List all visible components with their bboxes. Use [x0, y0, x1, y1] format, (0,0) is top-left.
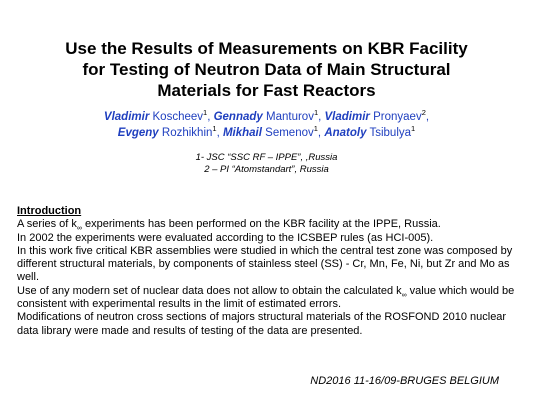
author-line-2: Evgeny Rozhikhin$^1$, Mikhail Semenov$^1$, Anatoly Tsibulya$^1$ — [117, 124, 416, 139]
introduction-section — [17, 205, 522, 338]
conference-footer: ND2016 11-16/09-BRUGES BELGIUM — [310, 375, 499, 387]
affiliation-2: 2 – PI “Atomstandart”, Russia — [204, 164, 329, 175]
author-pronyaev: Vladimir Pronyaev$^2$ — [324, 108, 426, 123]
intro-paragraph-2: In 2002 the experiments were evaluated according to the ICSBEP rules (as HCI-005). — [17, 231, 434, 244]
title-line-1: Use the Results of Measurements on KBR Facility — [65, 39, 468, 58]
author-semenov: Mikhail Semenov$^1$ — [222, 124, 318, 139]
affiliations — [0, 152, 533, 176]
author-manturov: Gennady Manturov$^1$ — [213, 108, 319, 123]
intro-paragraph-5: Modifications of neutron cross sections of majors structural materials of the ROSFOND 2010 nuclear data library were made and results of testing of the data are presented. — [17, 311, 507, 337]
title-line-3: Materials for Fast Reactors — [157, 81, 376, 100]
affiliation-1: 1- JSC “SSC RF – IPPE”, ,Russia — [195, 152, 338, 163]
intro-paragraph-4: Use of any modern set of nuclear data does not allow to obtain the calculated $k_\infty$ value which would be consistent with experimental results in the limit of estimated errors. — [17, 284, 515, 311]
slide-title — [0, 38, 533, 101]
title-line-2: for Testing of Neutron Data of Main Structural — [82, 60, 451, 79]
author-rozhikhin: Evgeny Rozhikhin$^1$ — [117, 124, 217, 139]
introduction-heading: Introduction — [17, 205, 82, 217]
author-line-1: Vladimir Koscheev$^1$, Gennady Manturov$^1$, Vladimir Pronyaev$^2$, — [103, 108, 430, 123]
intro-paragraph-1: A series of $k_\infty$ experiments has been performed on the KBR facility at the IPPE, Russia. — [17, 218, 441, 233]
author-list — [0, 109, 533, 141]
author-koscheev: Vladimir Koscheev$^1$ — [103, 108, 208, 123]
intro-paragraph-3: In this work five critical KBR assemblies were studied in which the central test zone was composed by different structural materials, by components of stainless steel (SS) - Cr, Mn, Fe, Ni, but Zr and Mo as well. — [17, 244, 513, 284]
author-tsibulya: Anatoly Tsibulya$^1$ — [324, 124, 416, 139]
